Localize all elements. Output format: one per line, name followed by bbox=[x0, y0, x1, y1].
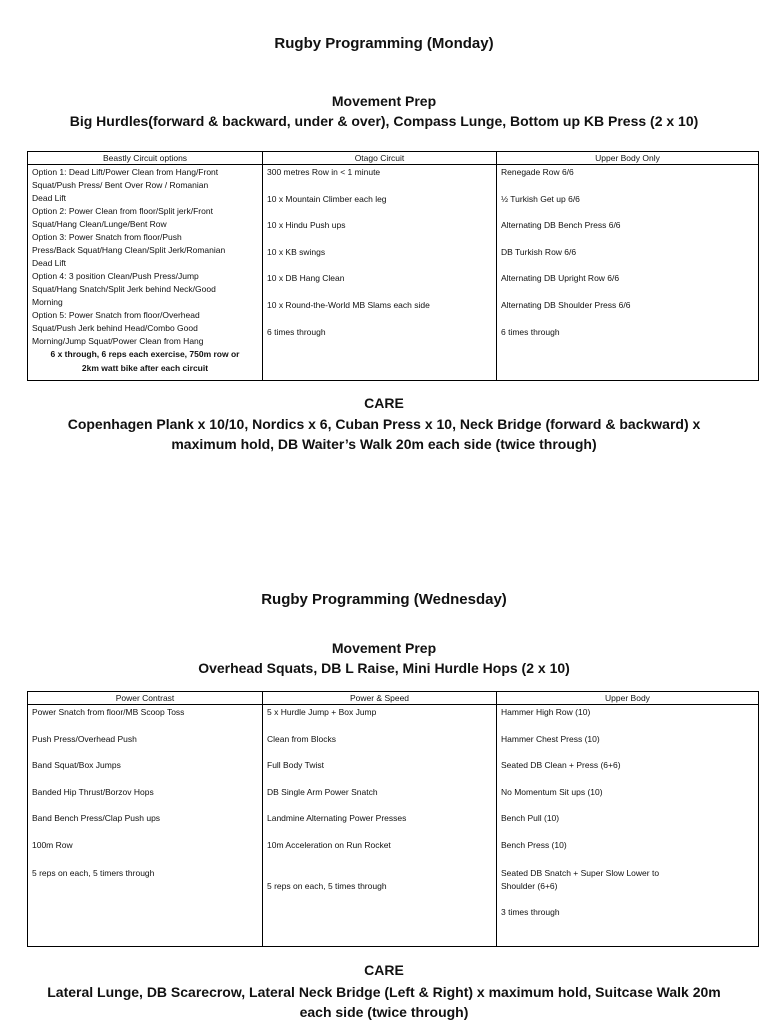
monday-otago-item: 10 x Hindu Push ups bbox=[267, 220, 346, 230]
monday-care-line2: maximum hold, DB Waiter’s Walk 20m each side (twice through) bbox=[171, 436, 597, 452]
wednesday-upper-body-item: Bench Pull (10) bbox=[501, 813, 560, 823]
wednesday-power-contrast-item: 100m Row bbox=[32, 840, 73, 850]
monday-beastly-line: Squat/Hang Clean/Lunge/Bent Row bbox=[32, 219, 167, 229]
wednesday-upper-body-item: Hammer High Row (10) bbox=[501, 707, 591, 717]
monday-movement-prep-text: Big Hurdles(forward & backward, under & over), Compass Lunge, Bottom up KB Press (2 x 10) bbox=[69, 113, 699, 129]
monday-upper-item: 6 times through bbox=[501, 327, 560, 337]
monday-header-otago: Otago Circuit bbox=[263, 152, 497, 165]
wednesday-movement-prep-text: Overhead Squats, DB L Raise, Mini Hurdle Hops (2 x 10) bbox=[198, 660, 570, 676]
wednesday-power-speed-item: Full Body Twist bbox=[267, 760, 325, 770]
wednesday-power-speed-item: 5 reps on each, 5 times through bbox=[267, 881, 387, 891]
monday-title: Rugby Programming (Monday) bbox=[274, 35, 494, 52]
monday-beastly-line: Squat/Hang Snatch/Split Jerk behind Neck/Good bbox=[32, 284, 216, 294]
monday-care-line1: Copenhagen Plank x 10/10, Nordics x 6, Cuban Press x 10, Neck Bridge (forward & backward) x bbox=[67, 416, 701, 432]
monday-upper-item: Alternating DB Shoulder Press 6/6 bbox=[501, 300, 631, 310]
wednesday-header-power-speed: Power & Speed bbox=[263, 692, 497, 705]
monday-beastly-line: Option 5: Power Snatch from floor/Overhead bbox=[32, 310, 200, 320]
wednesday-upper-body-item: 3 times through bbox=[501, 907, 560, 917]
monday-beastly-line: Press/Back Squat/Hang Clean/Split Jerk/Romanian bbox=[32, 245, 226, 255]
monday-upper-cell bbox=[497, 165, 759, 381]
wednesday-upper-body-cell bbox=[497, 705, 759, 947]
monday-beastly-cell bbox=[28, 165, 263, 381]
wednesday-care-line2: each side (twice through) bbox=[299, 1004, 469, 1020]
monday-otago-cell bbox=[263, 165, 497, 381]
wednesday-upper-body-item: Bench Press (10) bbox=[501, 840, 567, 850]
monday-header-upper: Upper Body Only bbox=[497, 152, 759, 165]
monday-beastly-line: Squat/Push Press/ Bent Over Row / Romanian bbox=[32, 180, 209, 190]
wednesday-power-speed-item: 5 x Hurdle Jump + Box Jump bbox=[267, 707, 377, 717]
monday-care-heading: CARE bbox=[364, 395, 404, 411]
monday-upper-item: ½ Turkish Get up 6/6 bbox=[501, 194, 580, 204]
monday-beastly-line: Squat/Push Jerk behind Head/Combo Good bbox=[32, 323, 198, 333]
monday-beastly-line: Option 1: Dead Lift/Power Clean from Hang/Front bbox=[32, 167, 219, 177]
monday-otago-item: 6 times through bbox=[267, 327, 326, 337]
monday-beastly-line: Morning bbox=[32, 297, 63, 307]
monday-beastly-line: Morning/Jump Squat/Power Clean from Hang bbox=[32, 336, 204, 346]
wednesday-upper-body-item: Hammer Chest Press (10) bbox=[501, 734, 600, 744]
monday-upper-item: Alternating DB Bench Press 6/6 bbox=[501, 220, 621, 230]
monday-beastly-footer: 6 x through, 6 reps each exercise, 750m row or bbox=[50, 349, 240, 359]
wednesday-upper-body-item: Seated DB Clean + Press (6+6) bbox=[501, 760, 621, 770]
monday-table bbox=[27, 151, 759, 381]
monday-otago-item: 10 x Mountain Climber each leg bbox=[267, 194, 387, 204]
wednesday-power-speed-item: DB Single Arm Power Snatch bbox=[267, 787, 378, 797]
wednesday-upper-body-item: Seated DB Snatch + Super Slow Lower to bbox=[501, 868, 660, 878]
wednesday-upper-body-item: No Momentum Sit ups (10) bbox=[501, 787, 603, 797]
wednesday-power-speed-item: Landmine Alternating Power Presses bbox=[267, 813, 407, 823]
wednesday-care-heading: CARE bbox=[364, 962, 404, 978]
monday-beastly-line: Option 3: Power Snatch from floor/Push bbox=[32, 232, 182, 242]
monday-otago-item: 10 x Round-the-World MB Slams each side bbox=[267, 300, 430, 310]
wednesday-title: Rugby Programming (Wednesday) bbox=[261, 591, 507, 608]
wednesday-power-contrast-item: Power Snatch from floor/MB Scoop Toss bbox=[32, 707, 185, 717]
wednesday-movement-prep-heading: Movement Prep bbox=[331, 640, 437, 656]
monday-beastly-line: Dead Lift bbox=[32, 258, 67, 268]
monday-movement-prep-heading: Movement Prep bbox=[331, 93, 437, 109]
wednesday-header-upper-body: Upper Body bbox=[497, 692, 759, 705]
wednesday-upper-body-item: Shoulder (6+6) bbox=[501, 881, 558, 891]
monday-otago-item: 10 x DB Hang Clean bbox=[267, 273, 345, 283]
monday-otago-item: 10 x KB swings bbox=[267, 247, 326, 257]
wednesday-power-speed-item: 10m Acceleration on Run Rocket bbox=[267, 840, 391, 850]
monday-upper-item: DB Turkish Row 6/6 bbox=[501, 247, 577, 257]
wednesday-power-contrast-cell bbox=[28, 705, 263, 947]
wednesday-power-contrast-item: Band Bench Press/Clap Push ups bbox=[32, 813, 161, 823]
monday-beastly-footer: 2km watt bike after each circuit bbox=[81, 363, 209, 373]
wednesday-power-contrast-item: Band Squat/Box Jumps bbox=[32, 760, 121, 770]
monday-otago-item: 300 metres Row in < 1 minute bbox=[267, 167, 381, 177]
wednesday-power-speed-item: Clean from Blocks bbox=[267, 734, 336, 744]
monday-beastly-line: Dead Lift bbox=[32, 193, 67, 203]
monday-upper-item: Alternating DB Upright Row 6/6 bbox=[501, 273, 620, 283]
wednesday-table bbox=[27, 691, 759, 947]
monday-upper-item: Renegade Row 6/6 bbox=[501, 167, 574, 177]
wednesday-power-contrast-item: Push Press/Overhead Push bbox=[32, 734, 137, 744]
monday-beastly-line: Option 2: Power Clean from floor/Split jerk/Front bbox=[32, 206, 213, 216]
wednesday-power-speed-cell bbox=[263, 705, 497, 947]
wednesday-power-contrast-item: Banded Hip Thrust/Borzov Hops bbox=[32, 787, 154, 797]
monday-beastly-line: Option 4: 3 position Clean/Push Press/Jump bbox=[32, 271, 199, 281]
monday-header-beastly: Beastly Circuit options bbox=[28, 152, 263, 165]
wednesday-header-power-contrast: Power Contrast bbox=[28, 692, 263, 705]
wednesday-power-contrast-item: 5 reps on each, 5 timers through bbox=[32, 868, 155, 878]
wednesday-care-line1: Lateral Lunge, DB Scarecrow, Lateral Neck Bridge (Left & Right) x maximum hold, Suitcase Walk 20m bbox=[47, 984, 721, 1000]
